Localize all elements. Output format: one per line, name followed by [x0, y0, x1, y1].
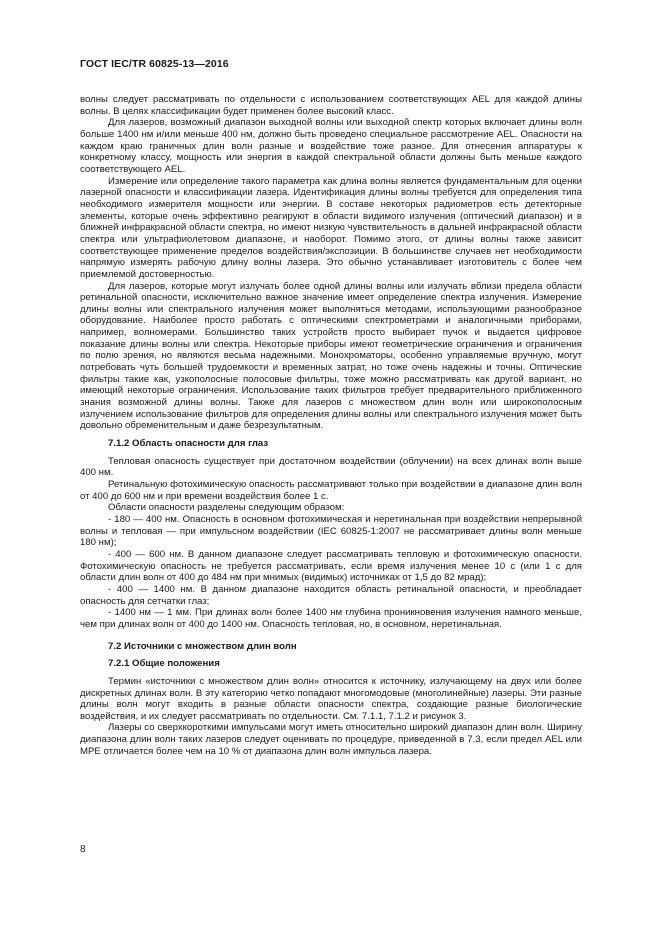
document-header: ГОСТ IEC/TR 60825-13—2016: [80, 58, 229, 70]
list-item: - 400 — 1400 нм. В данном диапазоне находится область ретинальной опасности, и преобладает опасность для сетчатки глаз;: [80, 583, 582, 607]
document-body: [80, 94, 582, 757]
section-heading-7-2-1: 7.2.1 Общие положения: [108, 658, 220, 670]
list-item: - 1400 нм — 1 мм. При длинах волн более 1400 нм глубина проникновения излучения намного меньше, чем при длинах волн от 400 до 1400 нм. Опасность тепловая, но, в основном, неретинальная.: [80, 607, 582, 630]
paragraph: Измерение или определение такого параметра как длина волны является фундаментальным для оценки лазерной опасности и классификации лазера. Идентификация длины волны требуется для определения типа необходимого измерителя мощности или энергии. В составе некоторых радиометров есть детекторные элементы, которые очень эффективно реагируют в области видимого излучения (оптический диапазон) и в ближней инфракрасной области спектра, но имеют низкую чувствительность в дальней инфракрасной области спектра или ультрафиолетовом диапазоне, и наоборот. Помимо этого, от длины волны также зависит соответствующее применение пределов воздействия/экспозиции. В большинстве случаев нет необходимости напрямую измерять рабочую длину волны лазера. Это обычно устанавливает изготовитель с более чем приемлемой достоверностью.: [80, 175, 582, 280]
list-item: - 180 — 400 нм. Опасность в основном фотохимическая и неретинальная при воздействии непрерывной волны и тепловая — при импульсном воздействии (IEC 60825-1:2007 не рассматривает длины волн меньше 180 нм);: [80, 513, 582, 549]
paragraph: Для лазеров, возможный диапазон выходной волны или выходной спектр которых включает длины волн больше 1400 нм и/или меньше 400 нм, должно быть проведено специальное рассмотрение AEL. Опасности на каждом краю граничных длин волн разные и воздействие тоже разное. Для отнесения аппаратуры к конкретному классу, мощность или энергия в каждой спектральной области должны быть меньше каждого соответствующего AEL.: [80, 117, 582, 175]
page-number: 8: [80, 844, 86, 855]
paragraph: волны следует рассматривать по отдельности с использованием соответствующих AEL для каждой длины волны. В целях классификации будет применен более высокий класс.: [80, 94, 582, 117]
paragraph: Лазеры со сверхкороткими импульсами могут иметь относительно широкий диапазон длин волн. Ширину диапазона длин волн таких лазеров следует оценивать по процедуре, приведенной в 7.3, если предел AEL или MPE отличается более чем на 10 % от диапазона длин волн импульса лазера.: [80, 722, 582, 757]
section-heading-7-1-2: 7.1.2 Область опасности для глаз: [108, 438, 269, 450]
section-heading-7-2: 7.2 Источники с множеством длин волн: [108, 640, 297, 652]
paragraph: Области опасности разделены следующим образом:: [108, 502, 345, 514]
paragraph: Термин «источники с множеством длин волн» относится к источнику, излучающему на двух или более дискретных длинах волн. В эту категорию четко попадают многомодовые (многолинейные) лазеры. Эти разные длины волн могут входить в разные области опасности спектра, создающие разные биологические воздействия, и их следует рассматривать по отдельности. См. 7.1.1, 7.1.2 и рисунок 3.: [80, 675, 582, 722]
list-item: - 400 — 600 нм. В данном диапазоне следует рассматривать тепловую и фотохимическую опасности. Фотохимическую опасность не требуется рассматривать, если время излучения менее 10 с (или 1 с для области длин волн от 400 до 484 нм при мнимых (видимых) источниках от 1,5 до 82 мрад);: [80, 548, 582, 584]
paragraph: Ретинальную фотохимическую опасность рассматривают только при воздействии в диапазоне длин волн от 400 до 600 нм и при времени воздействия более 1 с.: [80, 479, 582, 502]
paragraph: Тепловая опасность существует при достаточном воздействии (облучении) на всех длинах волн выше 400 нм.: [80, 455, 582, 479]
paragraph: Для лазеров, которые могут излучать более одной длины волны или излучать вблизи предела области ретинальной опасности, исключительно важное значение имеет определение спектра излучения. Измерение длины волны или спектрального излучения может выполняться методами, использующими разнообразное оборудование. Наиболее просто работать с оптическими спектрометрами и аналогичными приборами, например, волномерами. Большинство таких устройств просто выбирает пучок и выдается цифровое показание длины волны или спектра. Некоторые приборы имеют геометрические ограничения и ограничения по полю зрения, но являются весьма надежными. Монохроматоры, особенно управляемые вручную, могут потребовать чуть большей трудоемкости и временных затрат, но тоже очень надежны и точны. Оптические фильтры такие как, узкополосные полосовые фильтры, тоже можно рассматривать как другой вариант, но имеющий некоторые ограничения. Использование таких фильтров требует предварительного приближенного знания возможной длины волны. Также для лазеров с множеством длин волн или широкополосным излучением использование фильтров для определения длины волны или спектрального излучения может быть довольно обременительным и даже безрезультатным.: [80, 280, 582, 432]
